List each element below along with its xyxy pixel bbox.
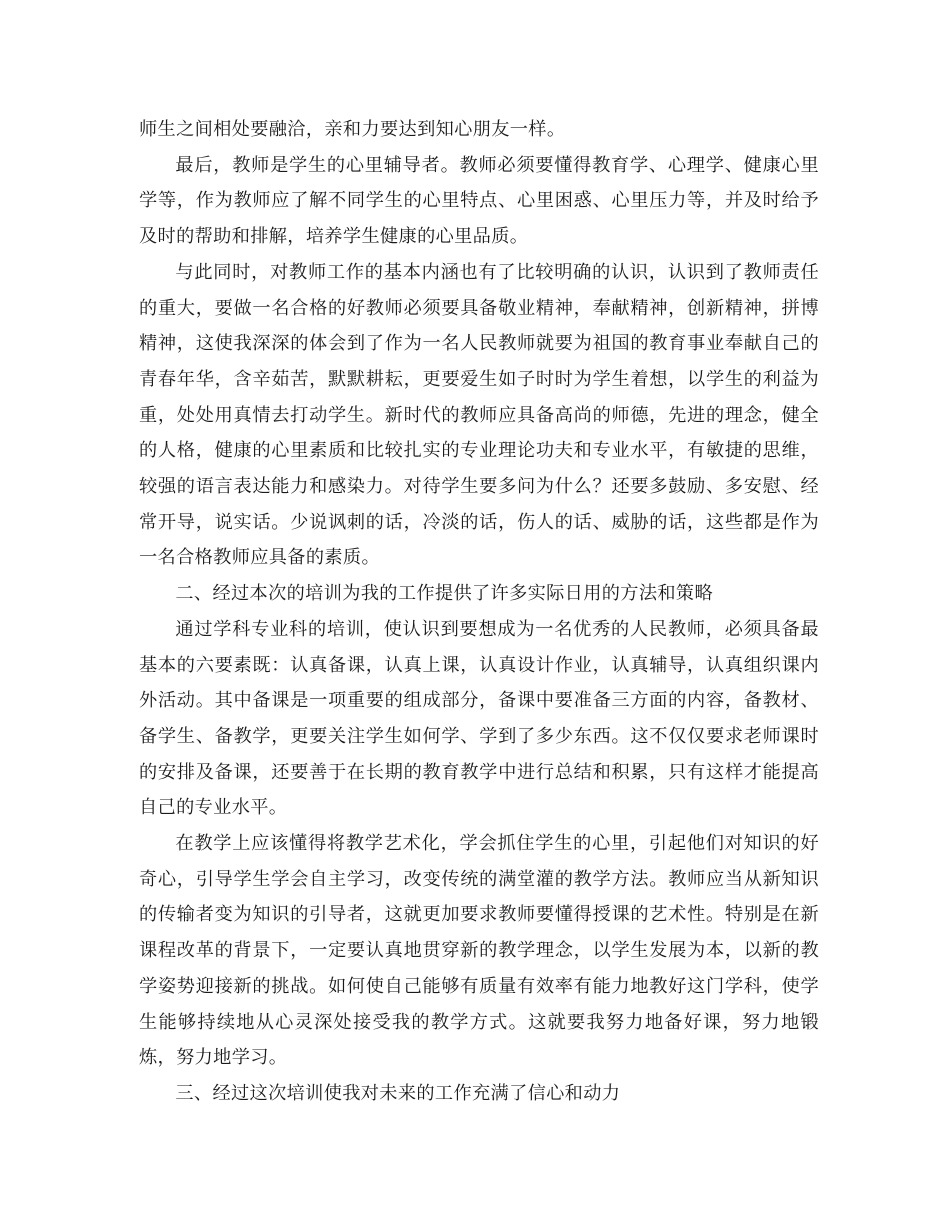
paragraph-2: 最后，教师是学生的心里辅导者。教师必须要懂得教育学、心理学、健康心里学等，作为教师应了解不同学生的心里特点、心里困惑、心里压力等，并及时给予及时的帮助和排解，培养学生健康的心里品质。	[139, 154, 819, 248]
paragraph-4: 通过学科专业科的培训，使认识到要想成为一名优秀的人民教师，必须具备最基本的六要素既：认真备课，认真上课，认真设计作业，认真辅导，认真组织课内外活动。其中备课是一项重要的组成部分，备课中要准备三方面的内容，备教材、备学生、备教学，更要关注学生如何学、学到了多少东西。这不仅仅要求老师课时的安排及备课，还要善于在长期的教育教学中进行总结和积累，只有这样才能提高自己的专业水平。	[139, 618, 819, 819]
document-body	[139, 112, 819, 1112]
paragraph-3: 与此同时，对教师工作的基本内涵也有了比较明确的认识，认识到了教师责任的重大，要做一名合格的好教师必须要具备敬业精神，奉献精神，创新精神，拼博精神，这使我深深的体会到了作为一名人民教师就要为祖国的教育事业奉献自己的青春年华，含辛茹苦，默默耕耘，更要爱生如子时时为学生着想，以学生的利益为重，处处用真情去打动学生。新时代的教师应具备高尚的师德，先进的理念，健全的人格，健康的心里素质和比较扎实的专业理论功夫和专业水平，有敏捷的思维，较强的语言表达能力和感染力。对待学生要多问为什么？还要多鼓励、多安慰、经常开导，说实话。少说讽刺的话，冷淡的话，伤人的话、威胁的话，这些都是作为一名合格教师应具备的素质。	[139, 261, 819, 569]
section-heading-3: 三、经过这次培训使我对未来的工作充满了信心和动力	[175, 1082, 621, 1104]
paragraph-1: 师生之间相处要融洽，亲和力要达到知心朋友一样。	[139, 119, 566, 140]
paragraph-5: 在教学上应该懂得将教学艺术化，学会抓住学生的心里，引起他们对知识的好奇心，引导学生学会自主学习，改变传统的满堂灌的教学方法。教师应当从新知识的传输者变为知识的引导者，这就更加要求教师要懂得授课的艺术性。特别是在新课程改革的背景下，一定要认真地贯穿新的教学理念，以学生发展为本，以新的教学姿势迎接新的挑战。如何使自己能够有质量有效率有能力地教好这门学科，使学生能够持续地从心灵深处接受我的教学方式。这就要我努力地备好课，努力地锻炼，努力地学习。	[139, 833, 819, 1069]
section-heading-2: 二、经过本次的培训为我的工作提供了许多实际日用的方法和策略	[175, 583, 713, 605]
